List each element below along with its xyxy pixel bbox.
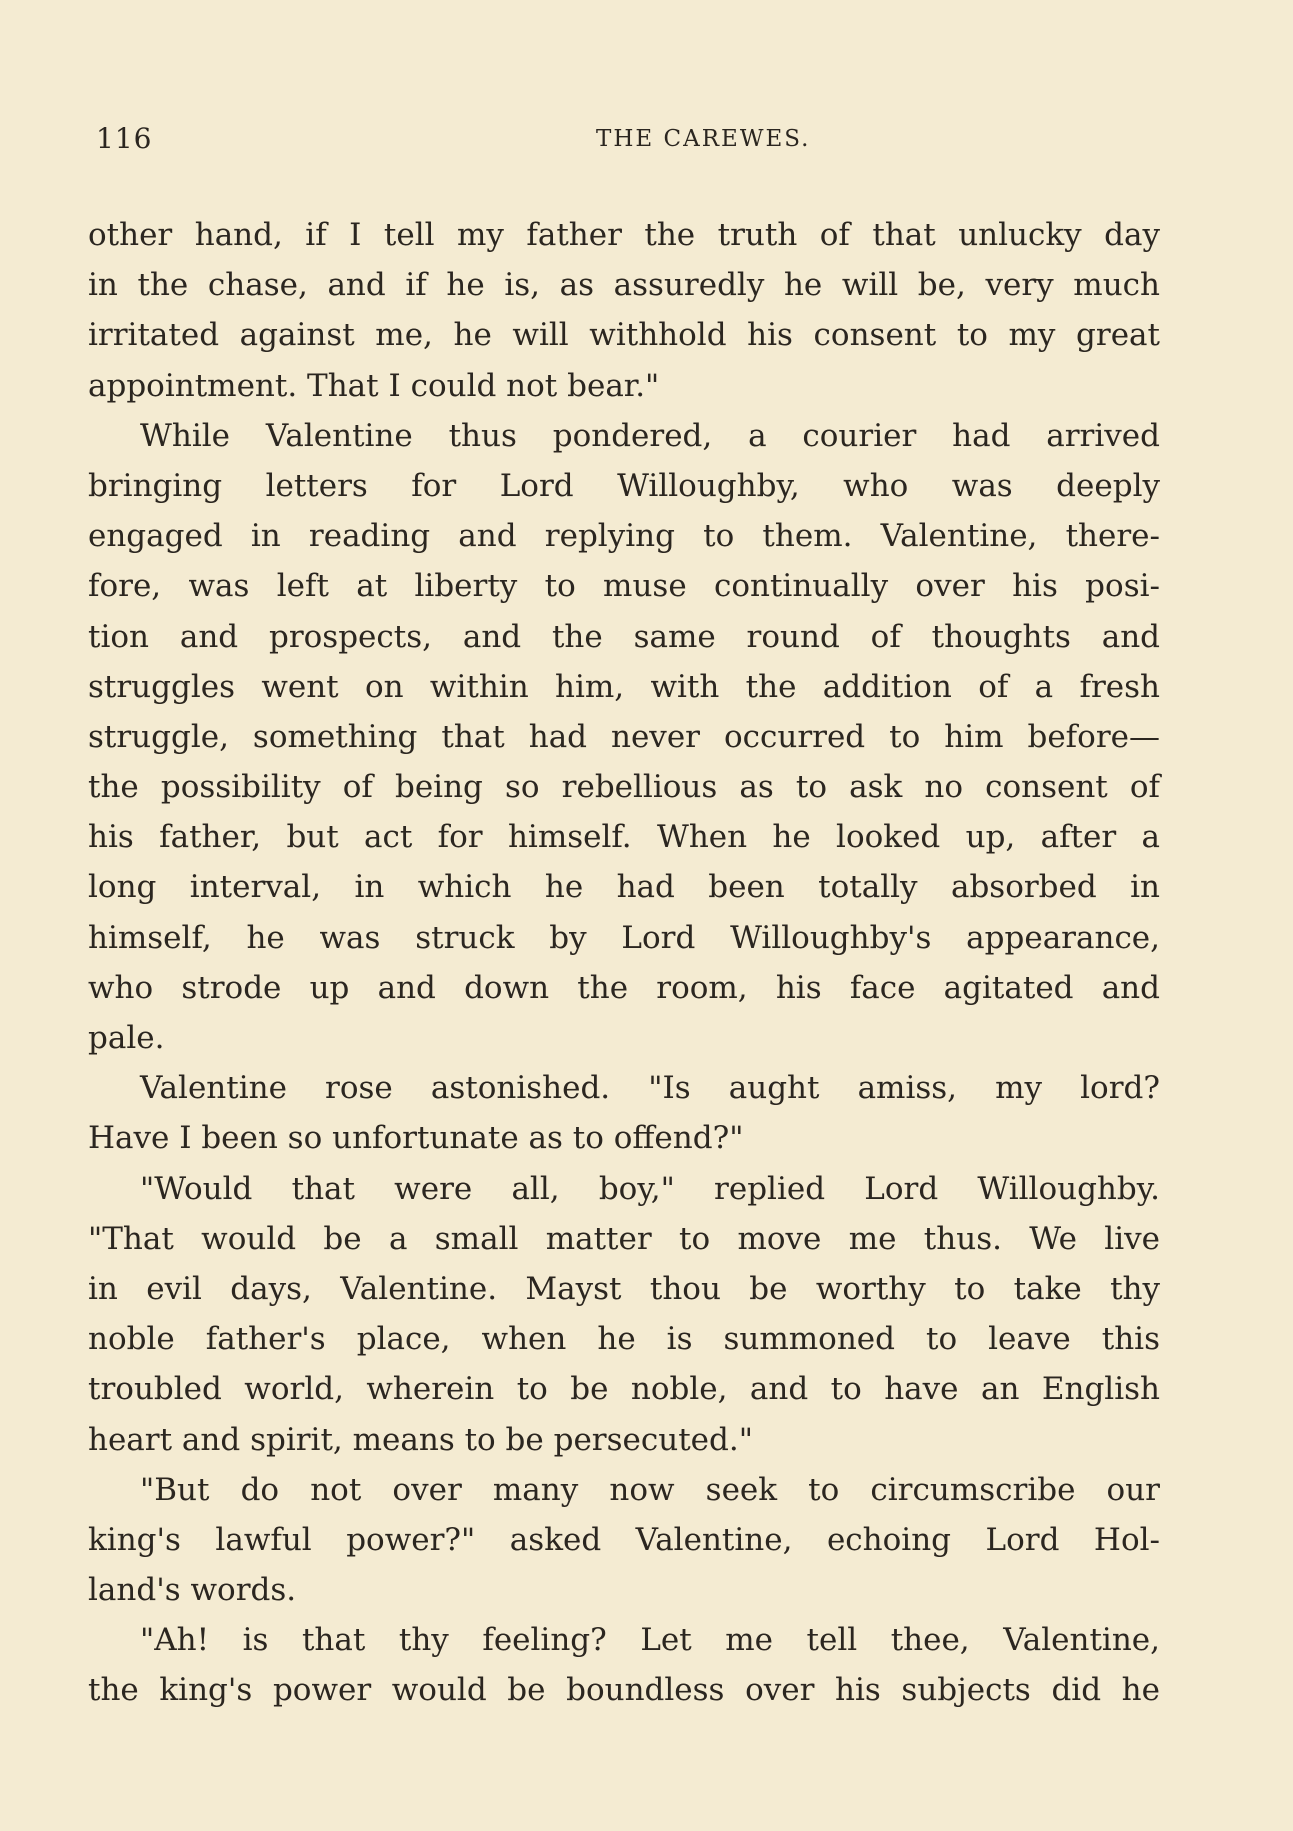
text-line: Valentine rose astonished. "Is aught amiss, my lord? bbox=[140, 1070, 1160, 1107]
text-line: pale. bbox=[88, 1020, 165, 1056]
text-line: other hand, if I tell my father the truth of that unlucky day bbox=[88, 217, 1160, 253]
text-line: struggle, something that had never occurred to him before— bbox=[88, 718, 1160, 755]
text-line: the possibility of being so rebellious as to ask no consent of bbox=[88, 769, 1160, 806]
text-line: engaged in reading and replying to them. Valentine, there- bbox=[88, 518, 1160, 555]
text-line: Have I been so unfortunate as to offend?" bbox=[88, 1120, 744, 1157]
text-line: in the chase, and if he is, as assuredly he will be, very much bbox=[88, 267, 1160, 304]
text-line: king's lawful power?" asked Valentine, echoing Lord Hol- bbox=[88, 1521, 1160, 1558]
text-line: heart and spirit, means to be persecuted." bbox=[88, 1421, 753, 1458]
body-text bbox=[88, 210, 1160, 1716]
text-line: appointment. That I could not bear." bbox=[88, 367, 660, 404]
text-line: "Ah! is that thy feeling? Let me tell thee, Valentine, bbox=[140, 1622, 1160, 1659]
text-line: in evil days, Valentine. Mayst thou be worthy to take thy bbox=[88, 1270, 1160, 1307]
text-line: troubled world, wherein to be noble, and to have an English bbox=[88, 1371, 1160, 1408]
text-line: who strode up and down the room, his face agitated and bbox=[88, 969, 1160, 1006]
text-line: "Would that were all, boy," replied Lord Willoughby. bbox=[140, 1170, 1160, 1207]
text-line: struggles went on within him, with the addition of a fresh bbox=[88, 668, 1160, 705]
text-line: "But do not over many now seek to circumscribe our bbox=[140, 1471, 1160, 1508]
text-line: himself, he was struck by Lord Willoughby's appearance, bbox=[88, 919, 1160, 956]
text-line: long interval, in which he had been totally absorbed in bbox=[88, 869, 1160, 906]
text-line: "That would be a small matter to move me thus. We live bbox=[88, 1220, 1160, 1257]
page-header bbox=[96, 122, 1156, 162]
text-line: noble father's place, when he is summoned to leave this bbox=[88, 1321, 1160, 1358]
page-number: 116 bbox=[96, 122, 153, 155]
text-line: fore, was left at liberty to muse continually over his posi- bbox=[88, 568, 1160, 605]
text-line: his father, but act for himself. When he looked up, after a bbox=[88, 819, 1160, 856]
text-line: the king's power would be boundless over his subjects did he bbox=[88, 1672, 1160, 1709]
text-line: tion and prospects, and the same round of thoughts and bbox=[88, 618, 1160, 655]
text-line: bringing letters for Lord Willoughby, who was deeply bbox=[88, 467, 1160, 504]
text-line: irritated against me, he will withhold his consent to my great bbox=[88, 317, 1160, 354]
running-title: THE CAREWES. bbox=[596, 126, 811, 152]
text-line: land's words. bbox=[88, 1572, 297, 1609]
text-line: While Valentine thus pondered, a courier had arrived bbox=[140, 417, 1160, 454]
